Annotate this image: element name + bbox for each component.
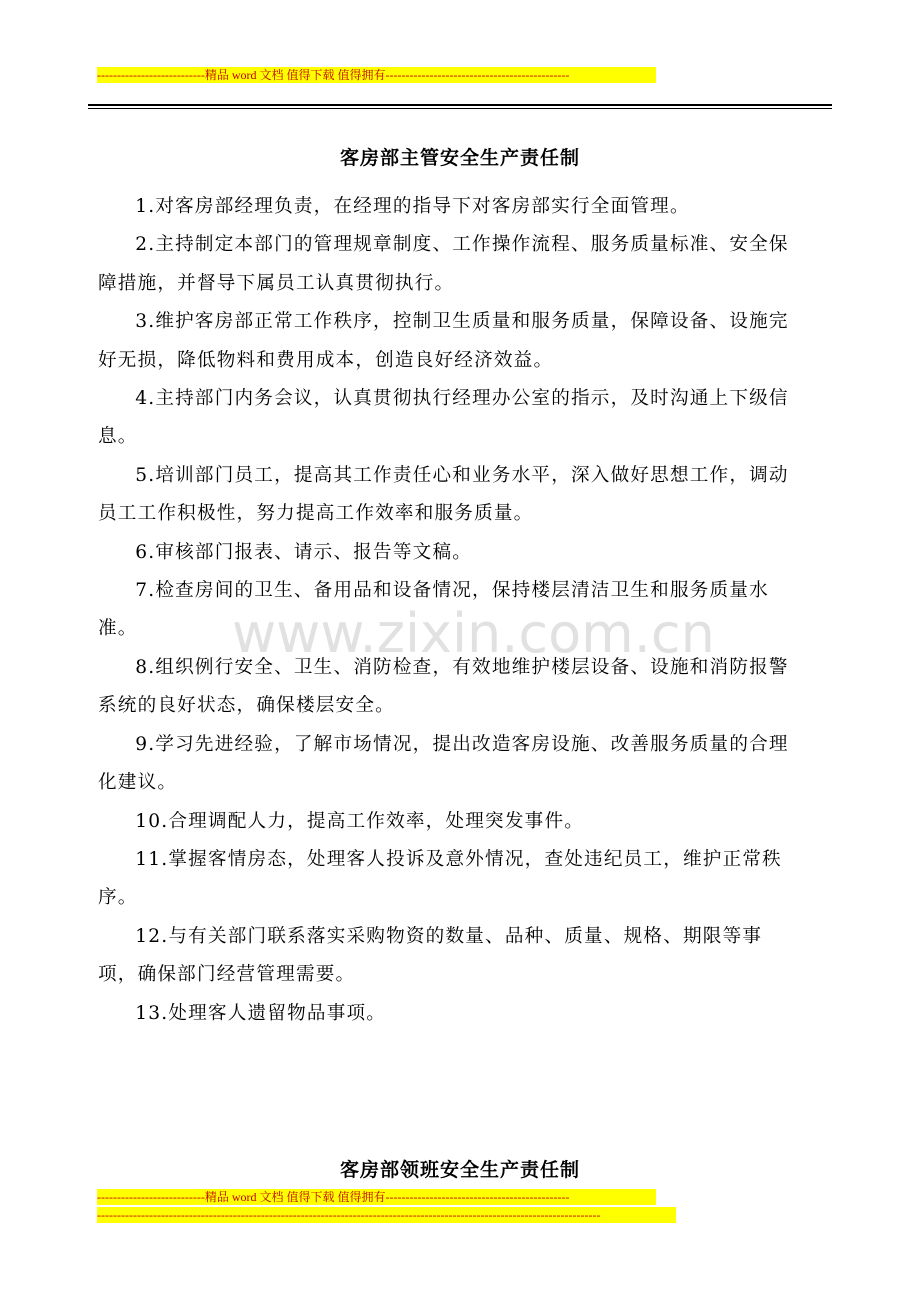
footer-banner: ---------------------------精品 word 文档 值得下载 值得拥有---------------------------------------------- [97, 1189, 656, 1205]
header-rule-thin [88, 108, 832, 109]
list-item: 9.学习先进经验，了解市场情况，提出改造客房设施、改善服务质量的合理化建议。 [98, 733, 789, 794]
header-rule-thick [88, 104, 832, 106]
list-item: 5.培训部门员工，提高其工作责任心和业务水平，深入做好思想工作，调动员工工作积极性，努力提高工作效率和服务质量。 [98, 464, 789, 525]
list-item: 1.对客房部经理负责，在经理的指导下对客房部实行全面管理。 [135, 196, 690, 217]
list-item: 2.主持制定本部门的管理规章制度、工作操作流程、服务质量标准、安全保障措施，并督导下属员工认真贯彻执行。 [98, 234, 789, 294]
list-item: 4.主持部门内务会议，认真贯彻执行经理办公室的指示，及时沟通上下级信息。 [98, 388, 789, 448]
header-banner: ---------------------------精品 word 文档 值得下载 值得拥有---------------------------------------------- [97, 67, 656, 83]
list-item: 10.合理调配人力，提高工作效率，处理突发事件。 [135, 810, 585, 832]
list-item: 11.掌握客情房态，处理客人投诉及意外情况，查处违纪员工，维护正常秩序。 [98, 848, 782, 909]
list-item: 3.维护客房部正常工作秩序，控制卫生质量和服务质量，保障设备、设施完好无损，降低物料和费用成本，创造良好经济效益。 [98, 311, 789, 371]
list-item: 6.审核部门报表、请示、报告等文稿。 [135, 541, 473, 563]
list-item: 12.与有关部门联系落实采购物资的数量、品种、质量、规格、期限等事项，确保部门经营管理需要。 [98, 925, 763, 986]
list-item: 13.处理客人遗留物品事项。 [135, 1002, 387, 1024]
responsibility-list [98, 188, 792, 1033]
section-title: 客房部领班安全生产责任制 [339, 1159, 580, 1181]
list-item: 7.检查房间的卫生、备用品和设备情况，保持楼层清洁卫生和服务质量水准。 [98, 580, 769, 640]
list-item: 8.组织例行安全、卫生、消防检查，有效地维护楼层设备、设施和消防报警系统的良好状态，确保楼层安全。 [98, 656, 789, 717]
page-title: 客房部主管安全生产责任制 [339, 147, 580, 169]
footer-dashes: ------------------------------------------------------------------------------------------------------------------------------ [97, 1207, 676, 1223]
watermark: www.zixin.com.cn [232, 602, 715, 665]
